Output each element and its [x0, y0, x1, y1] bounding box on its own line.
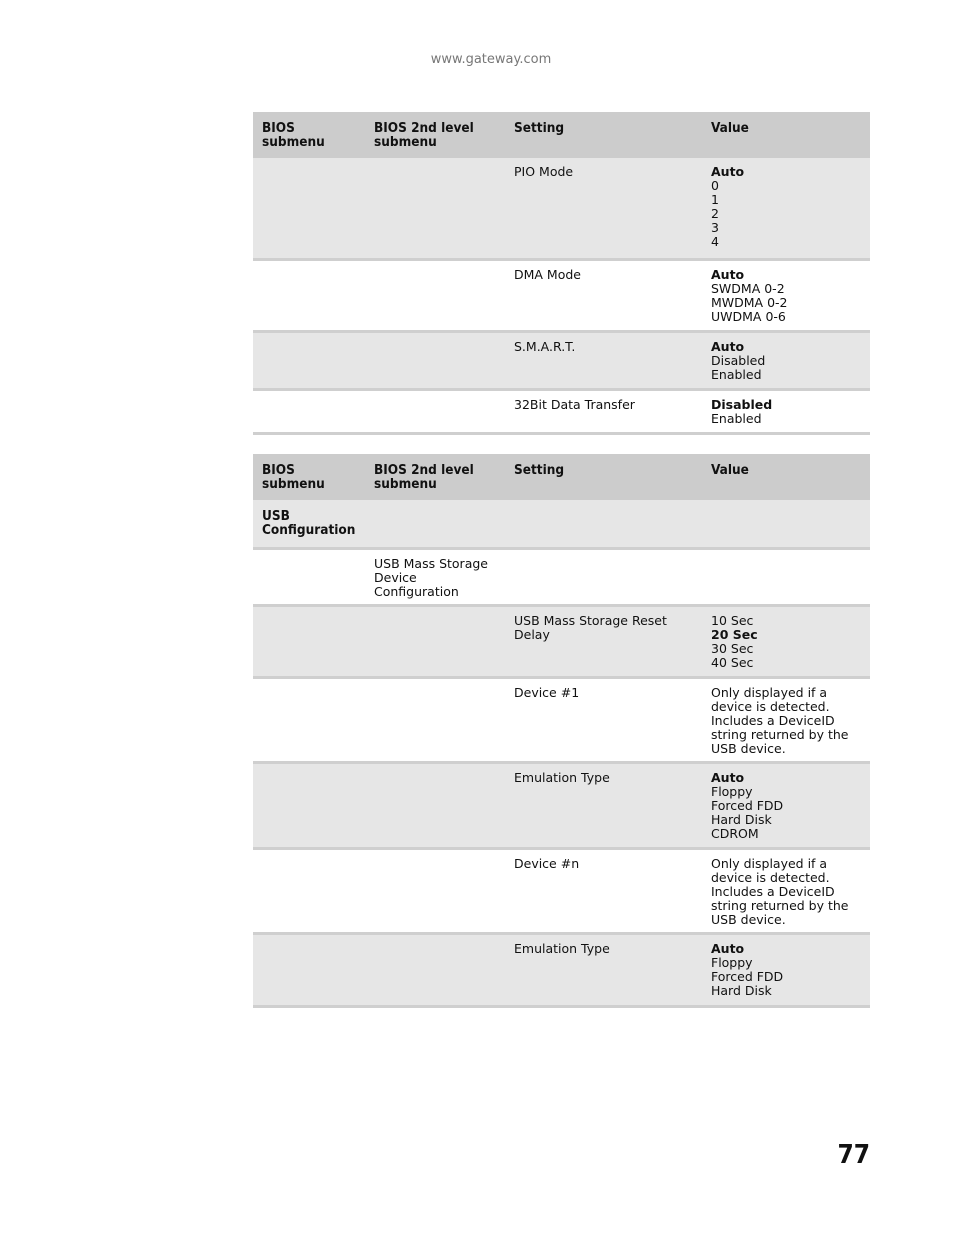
- column-header-bios-submenu: BIOS submenu: [253, 454, 365, 500]
- cell-second-level: [365, 389, 505, 433]
- cell-submenu: [253, 762, 365, 848]
- table-row: [253, 677, 870, 762]
- setting-name: PIO Mode: [505, 158, 702, 259]
- value-options: [702, 158, 870, 259]
- submenu-title: USB Configuration: [253, 500, 365, 548]
- cell-second-level: [365, 259, 505, 331]
- value-option: MWDMA 0-2: [711, 294, 788, 310]
- table-row: [253, 331, 870, 389]
- setting-name: DMA Mode: [505, 259, 702, 331]
- cell-submenu: [253, 933, 365, 1006]
- setting-name: Device #1: [505, 677, 702, 762]
- cell-second-level: [365, 331, 505, 389]
- value-option: Auto: [711, 164, 745, 179]
- value-options: [702, 762, 870, 848]
- value-option: 30 Sec: [711, 640, 754, 656]
- cell-second-level: [365, 677, 505, 762]
- column-header-value: Value: [702, 112, 870, 158]
- value-option: Enabled: [711, 366, 762, 382]
- cell-second-level: [365, 605, 505, 677]
- cell-second-level: [365, 762, 505, 848]
- cell-setting: [505, 548, 702, 605]
- setting-name: Emulation Type: [505, 762, 702, 848]
- column-header-value: Value: [702, 454, 870, 500]
- value-option: Enabled: [711, 410, 762, 426]
- table-row: [253, 389, 870, 433]
- cell-submenu: [253, 848, 365, 933]
- cell-submenu: [253, 259, 365, 331]
- table-row-submenu: [253, 500, 870, 548]
- setting-name: 32Bit Data Transfer: [505, 389, 702, 433]
- value-option: Disabled: [711, 396, 773, 412]
- cell-value: [702, 500, 870, 548]
- value-description: [702, 677, 870, 762]
- value-option: 40 Sec: [711, 654, 754, 670]
- value-option: Floppy: [711, 954, 753, 970]
- column-header-2nd-level-submenu: BIOS 2nd level submenu: [365, 112, 505, 158]
- value-option: 10 Sec: [711, 612, 754, 628]
- cell-second-level: [365, 933, 505, 1006]
- value-option: 1: [711, 192, 719, 207]
- column-header-bios-submenu: BIOS submenu: [253, 112, 365, 158]
- cell-setting: [505, 500, 702, 548]
- site-url: www.gateway.com: [430, 52, 552, 67]
- setting-name: S.M.A.R.T.: [505, 331, 702, 389]
- value-option: Auto: [711, 266, 745, 282]
- value-option: SWDMA 0-2: [711, 280, 785, 296]
- setting-name: USB Mass Storage Reset Delay: [505, 605, 702, 677]
- cell-submenu: [253, 158, 365, 259]
- value-options: [702, 389, 870, 433]
- value-option: Disabled: [711, 352, 766, 368]
- value-options: [702, 933, 870, 1006]
- cell-submenu: [253, 548, 365, 605]
- value-options: [702, 331, 870, 389]
- value-option: 3: [711, 220, 719, 235]
- bios-settings-table-usb: [253, 454, 870, 1008]
- value-option: 20 Sec: [711, 626, 758, 642]
- second-level-title: USB Mass Storage Device Configuration: [365, 548, 505, 605]
- cell-submenu: [253, 677, 365, 762]
- cell-submenu: [253, 331, 365, 389]
- table-header-row: [253, 112, 870, 158]
- column-header-setting: Setting: [505, 112, 702, 158]
- table-row: [253, 158, 870, 259]
- description-text: Only displayed if a device is detected. Includes a DeviceID string returned by the USB device.: [711, 684, 849, 756]
- value-option: CDROM: [711, 825, 759, 841]
- cell-value: [702, 548, 870, 605]
- table-row: [253, 259, 870, 331]
- setting-name: Emulation Type: [505, 933, 702, 1006]
- value-option: Auto: [711, 940, 745, 956]
- cell-second-level: [365, 848, 505, 933]
- table-row-second-level: [253, 548, 870, 605]
- setting-name: Device #n: [505, 848, 702, 933]
- column-header-setting: Setting: [505, 454, 702, 500]
- value-option: Forced FDD: [711, 797, 784, 813]
- value-option: Auto: [711, 338, 745, 354]
- table-row: [253, 848, 870, 933]
- bios-settings-table-ide: [253, 112, 870, 435]
- cell-second-level: [365, 500, 505, 548]
- table-row: [253, 762, 870, 848]
- value-description: [702, 848, 870, 933]
- value-option: Hard Disk: [711, 982, 772, 998]
- cell-submenu: [253, 605, 365, 677]
- table-row: [253, 605, 870, 677]
- value-option: Floppy: [711, 783, 753, 799]
- value-option: UWDMA 0-6: [711, 308, 786, 324]
- value-options: [702, 605, 870, 677]
- description-text: Only displayed if a device is detected. Includes a DeviceID string returned by the USB device.: [711, 855, 849, 927]
- value-option: 4: [711, 234, 719, 249]
- value-option: Forced FDD: [711, 968, 784, 984]
- page-number: 77: [837, 1140, 870, 1170]
- table-header-row: [253, 454, 870, 500]
- column-header-2nd-level-submenu: BIOS 2nd level submenu: [365, 454, 505, 500]
- cell-second-level: [365, 158, 505, 259]
- value-option: Auto: [711, 769, 745, 785]
- table-row: [253, 933, 870, 1006]
- value-options: [702, 259, 870, 331]
- value-option: Hard Disk: [711, 811, 772, 827]
- value-option: 0: [711, 178, 719, 193]
- cell-submenu: [253, 389, 365, 433]
- value-option: 2: [711, 206, 719, 221]
